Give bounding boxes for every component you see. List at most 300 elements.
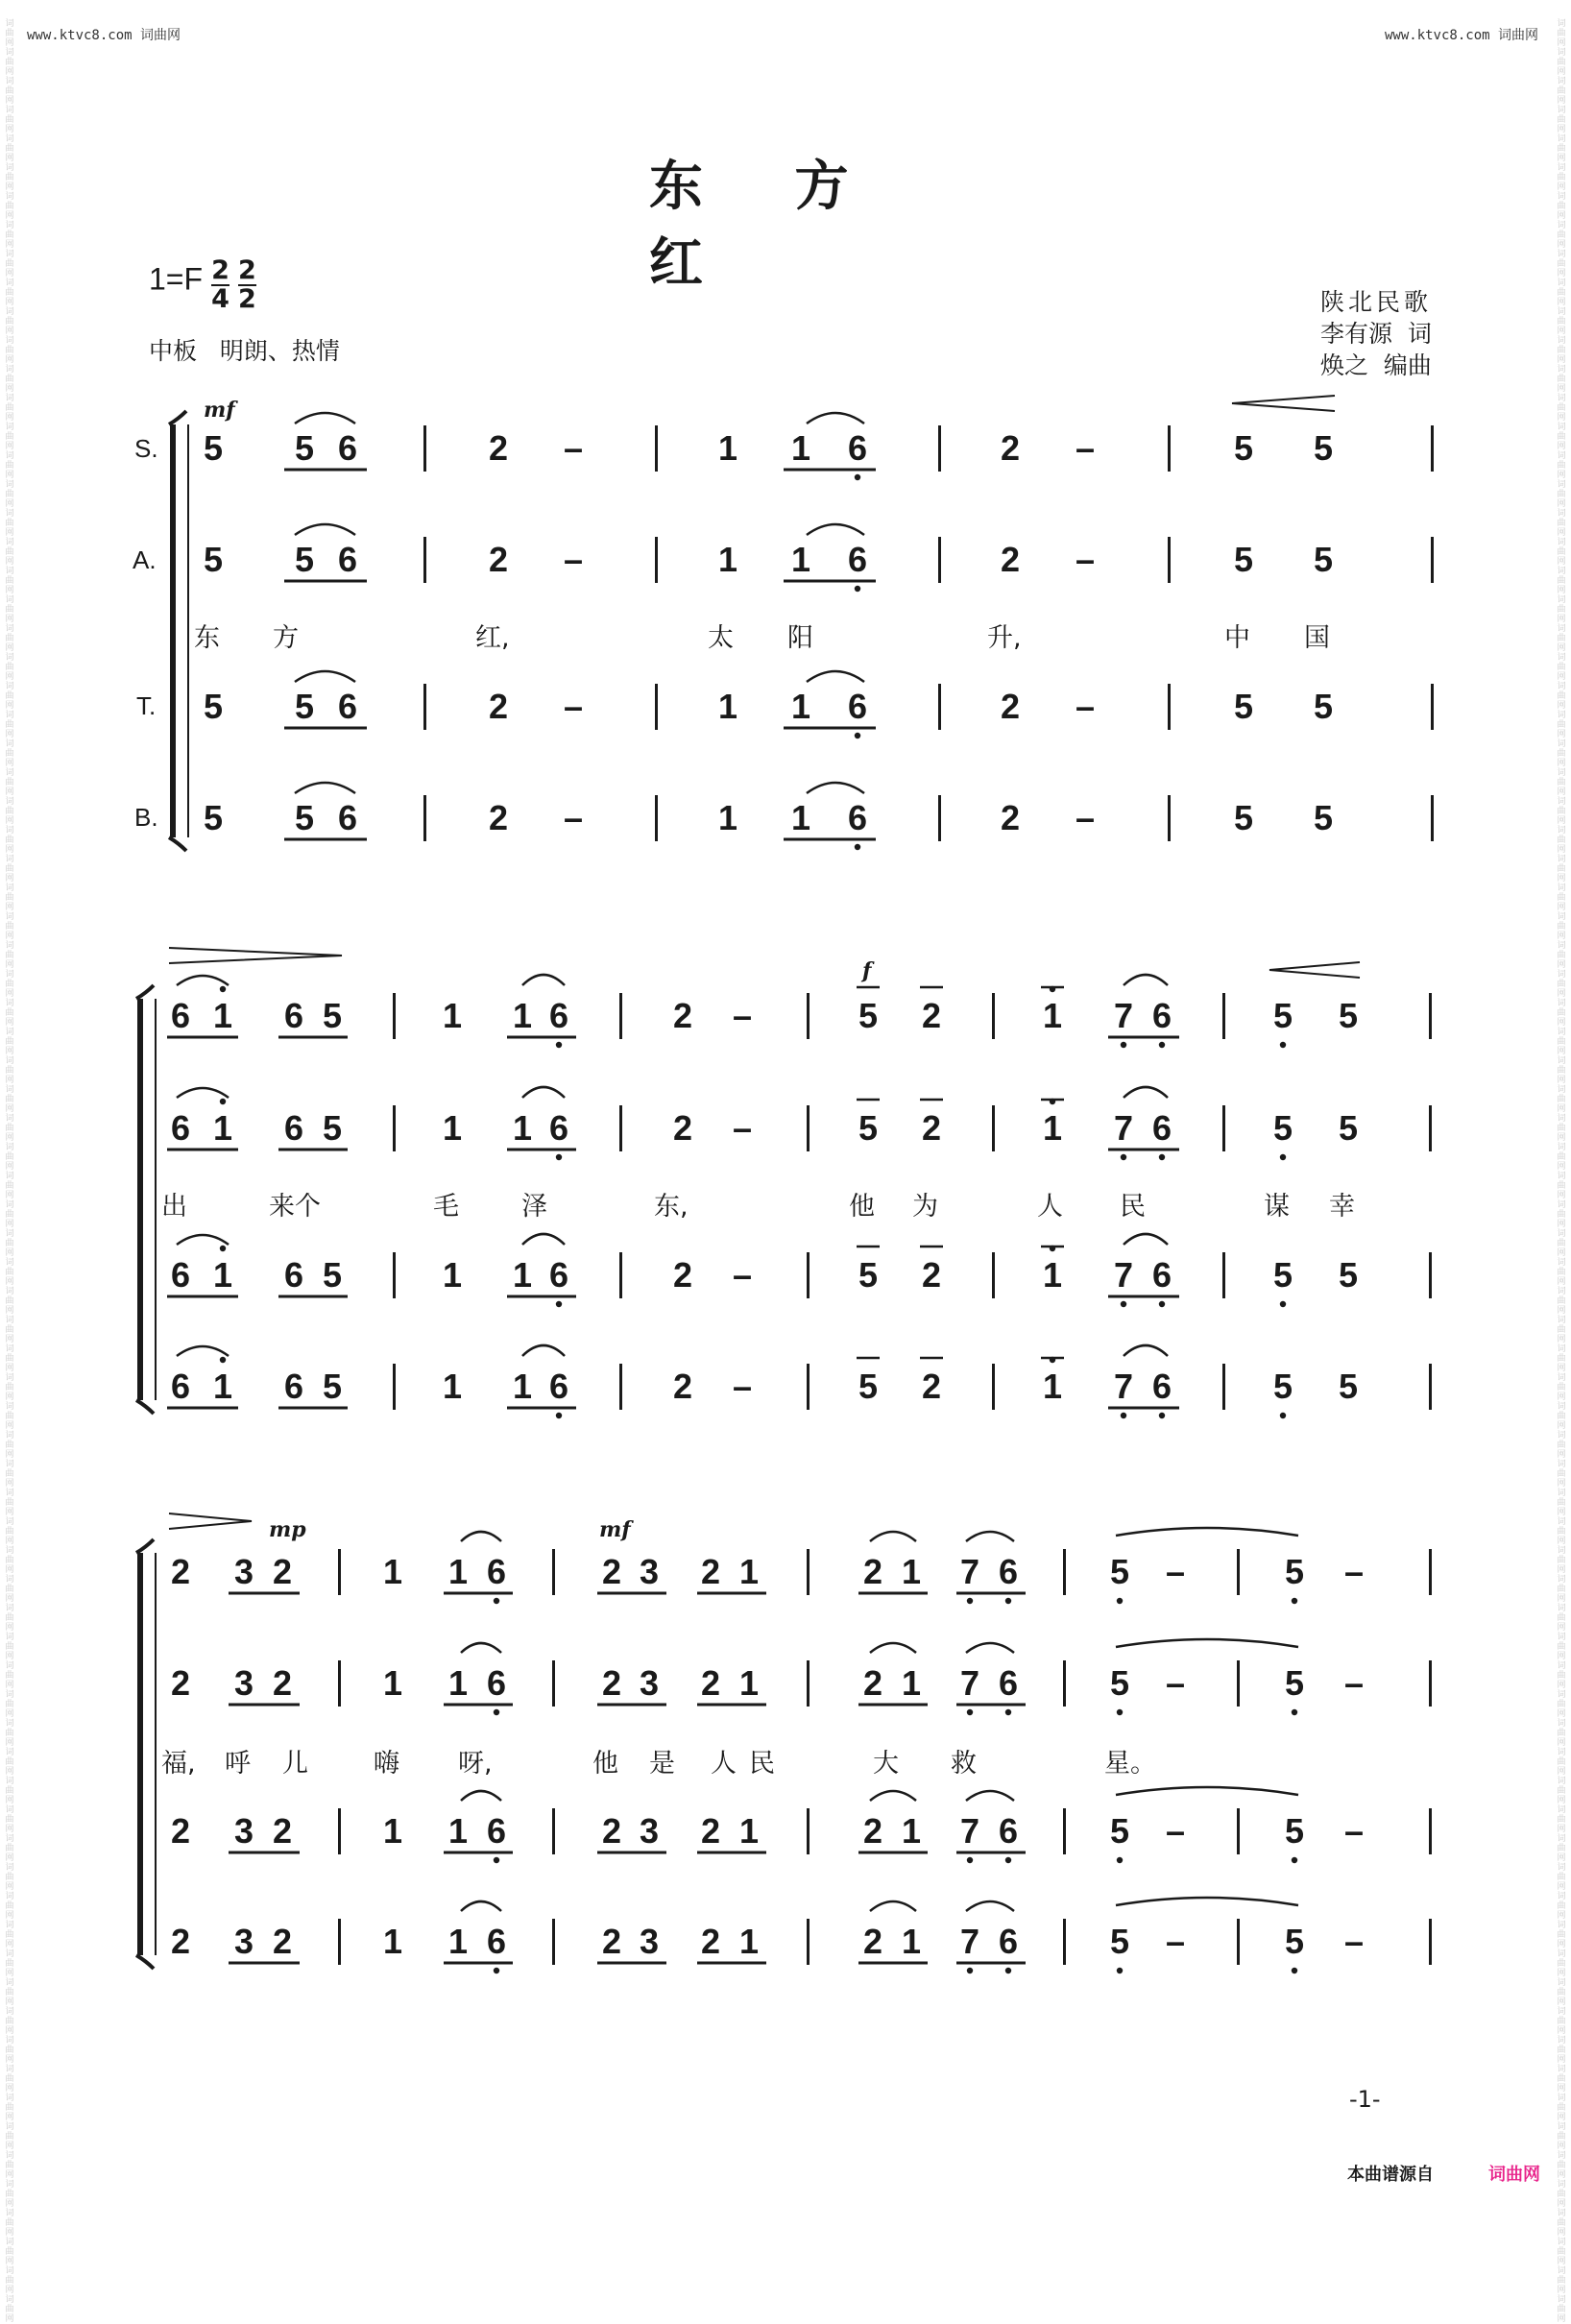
note: 1 bbox=[1042, 996, 1063, 1035]
slur bbox=[177, 1346, 229, 1356]
lyric-syllable: 救 bbox=[951, 1749, 977, 1779]
note: 2 bbox=[272, 1811, 293, 1851]
note: 1 bbox=[382, 1811, 403, 1851]
note: 5 bbox=[1233, 687, 1254, 726]
note: 5 bbox=[1284, 1552, 1305, 1591]
rest-dash: – bbox=[732, 996, 753, 1035]
note: 5 bbox=[1338, 1108, 1359, 1148]
slur bbox=[870, 1532, 916, 1541]
note: 5 bbox=[1233, 428, 1254, 468]
rest-dash: – bbox=[1075, 540, 1096, 579]
octave-dot bbox=[494, 1857, 499, 1863]
slur bbox=[807, 783, 864, 793]
octave-dot bbox=[1280, 1154, 1286, 1160]
slur bbox=[966, 1643, 1014, 1653]
lyric-syllable: 为 bbox=[912, 1192, 938, 1222]
note: 6 bbox=[170, 1367, 191, 1406]
note: 6 bbox=[1151, 1255, 1172, 1295]
note: 3 bbox=[639, 1811, 660, 1851]
system-bracket-bottom bbox=[169, 837, 186, 851]
note: 5 bbox=[1109, 1811, 1130, 1851]
lyric-syllable: 出 bbox=[161, 1192, 187, 1222]
header-right-url[interactable]: www.ktvc8.com 词曲网 bbox=[1384, 28, 1538, 43]
slur bbox=[807, 671, 864, 682]
lyric-syllable: 大 bbox=[873, 1749, 899, 1779]
lyric-syllable: 嗨 bbox=[374, 1749, 399, 1779]
octave-dot-high bbox=[220, 986, 226, 992]
note: 2 bbox=[601, 1922, 622, 1961]
note: 2 bbox=[700, 1552, 721, 1591]
lyric-syllable: 红, bbox=[475, 623, 510, 653]
note: 6 bbox=[847, 687, 868, 726]
octave-dot bbox=[1121, 1042, 1126, 1048]
rest-dash: – bbox=[563, 428, 584, 468]
octave-dot bbox=[1005, 1857, 1011, 1863]
lyric-syllable: 谋 bbox=[1264, 1192, 1290, 1222]
system-bracket-top bbox=[136, 985, 154, 999]
rest-dash: – bbox=[732, 1108, 753, 1148]
note: 5 bbox=[1338, 1367, 1359, 1406]
dynamic-mf-2: mf bbox=[599, 1517, 631, 1542]
note: 2 bbox=[921, 996, 942, 1035]
note: 1 bbox=[901, 1552, 922, 1591]
note: 5 bbox=[858, 1255, 879, 1295]
octave-dot bbox=[967, 1598, 973, 1604]
note: 2 bbox=[921, 1367, 942, 1406]
note: 6 bbox=[847, 428, 868, 468]
rest-dash: – bbox=[1343, 1663, 1365, 1703]
dynamic-mp: mp bbox=[269, 1517, 306, 1542]
note: 2 bbox=[170, 1811, 191, 1851]
slur bbox=[522, 1345, 565, 1356]
note: 2 bbox=[672, 996, 693, 1035]
note: 6 bbox=[337, 428, 358, 468]
note: 5 bbox=[203, 540, 224, 579]
note: 3 bbox=[639, 1922, 660, 1961]
note: 1 bbox=[717, 428, 738, 468]
note: 2 bbox=[488, 798, 509, 837]
rest-dash: – bbox=[563, 687, 584, 726]
crescendo-hairpin bbox=[1232, 396, 1335, 411]
slur bbox=[870, 1791, 916, 1801]
note: 5 bbox=[1272, 1255, 1293, 1295]
rest-dash: – bbox=[732, 1367, 753, 1406]
lyric-syllable: 阳 bbox=[787, 623, 813, 653]
octave-dot bbox=[1121, 1154, 1126, 1160]
lyric-syllable: 毛 bbox=[433, 1192, 459, 1222]
note: 6 bbox=[170, 1255, 191, 1295]
note: 5 bbox=[322, 1367, 343, 1406]
decrescendo-hairpin bbox=[169, 948, 342, 963]
octave-dot bbox=[967, 1857, 973, 1863]
note: 5 bbox=[294, 687, 315, 726]
lyric-syllable: 来个 bbox=[269, 1192, 321, 1222]
note: 2 bbox=[488, 687, 509, 726]
note: 5 bbox=[1338, 1255, 1359, 1295]
note: 1 bbox=[512, 996, 533, 1035]
note: 2 bbox=[862, 1552, 883, 1591]
note: 7 bbox=[1113, 996, 1134, 1035]
key-label: 1=F bbox=[149, 261, 204, 297]
note: 2 bbox=[1000, 798, 1021, 837]
note: 5 bbox=[1272, 996, 1293, 1035]
slur bbox=[461, 1532, 501, 1541]
note: 5 bbox=[1272, 1108, 1293, 1148]
octave-dot bbox=[494, 1598, 499, 1604]
note: 1 bbox=[1042, 1367, 1063, 1406]
right-watermark-strip: 词曲网词曲网词曲网词曲网词曲网词曲网词曲网词曲网词曲网词曲网词曲网词曲网词曲网词曲网词曲网词曲网词曲网词曲网词曲网词曲网词曲网词曲网词曲网词曲网词曲网词曲网词曲网词曲网词曲网词曲网词曲网词曲网词曲网词曲网词曲网词曲网词曲网词曲网词曲网词曲网词曲网词曲网词曲网词曲网词曲网词曲网词曲网词曲网词曲网词曲网词曲网词曲网词曲网词曲网词曲网词曲网词曲网词曲网词曲网词曲网词曲网词曲网词曲网词曲网词曲网词曲网词曲网词曲网词曲网词曲网词曲网词曲网词曲网词曲网词曲网词曲网词曲网词曲网词曲网词曲网 bbox=[1557, 19, 1566, 2324]
note: 1 bbox=[447, 1922, 469, 1961]
note: 5 bbox=[1284, 1922, 1305, 1961]
note: 7 bbox=[1113, 1108, 1134, 1148]
slur bbox=[1116, 1528, 1298, 1536]
lyric-syllable: 他 bbox=[592, 1749, 618, 1779]
slur bbox=[1124, 1234, 1168, 1245]
rest-dash: – bbox=[1165, 1663, 1186, 1703]
note: 6 bbox=[486, 1811, 507, 1851]
system-bracket-bottom bbox=[136, 1400, 154, 1414]
octave-dot bbox=[1292, 1709, 1297, 1715]
octave-dot bbox=[1117, 1598, 1123, 1604]
note: 6 bbox=[283, 1108, 304, 1148]
note: 5 bbox=[322, 1255, 343, 1295]
note: 5 bbox=[203, 798, 224, 837]
slur bbox=[1116, 1639, 1298, 1647]
score-title: 东 方 红 bbox=[649, 156, 885, 295]
slur bbox=[1116, 1787, 1298, 1795]
slur bbox=[295, 524, 355, 535]
note: 2 bbox=[1000, 687, 1021, 726]
octave-dot bbox=[1117, 1857, 1123, 1863]
note: 6 bbox=[486, 1922, 507, 1961]
slur bbox=[807, 524, 864, 535]
lyric-syllable: 他 bbox=[849, 1192, 875, 1222]
note: 1 bbox=[512, 1108, 533, 1148]
lyric-syllable: 民 bbox=[1120, 1192, 1146, 1222]
note: 5 bbox=[1313, 687, 1334, 726]
note: 1 bbox=[717, 540, 738, 579]
slur bbox=[295, 783, 355, 793]
note: 1 bbox=[901, 1811, 922, 1851]
note: 2 bbox=[672, 1367, 693, 1406]
note: 6 bbox=[486, 1663, 507, 1703]
tempo-marking: 中板 明朗、热情 bbox=[149, 337, 340, 365]
lyric-syllable: 泽 bbox=[521, 1192, 547, 1222]
note: 6 bbox=[486, 1552, 507, 1591]
note: 5 bbox=[1284, 1811, 1305, 1851]
note: 2 bbox=[862, 1922, 883, 1961]
slur bbox=[461, 1901, 501, 1911]
lyric-syllable: 升, bbox=[987, 623, 1022, 653]
note: 2 bbox=[272, 1922, 293, 1961]
note: 6 bbox=[337, 540, 358, 579]
note: 2 bbox=[700, 1922, 721, 1961]
slur bbox=[966, 1791, 1014, 1801]
note: 1 bbox=[382, 1552, 403, 1591]
note: 5 bbox=[1109, 1922, 1130, 1961]
note: 5 bbox=[1313, 540, 1334, 579]
note: 5 bbox=[1284, 1663, 1305, 1703]
note: 2 bbox=[1000, 540, 1021, 579]
note: 2 bbox=[700, 1811, 721, 1851]
rest-dash: – bbox=[1343, 1552, 1365, 1591]
note: 1 bbox=[790, 428, 811, 468]
note: 3 bbox=[639, 1663, 660, 1703]
note: 5 bbox=[322, 996, 343, 1035]
slur bbox=[177, 1235, 229, 1245]
note: 7 bbox=[959, 1552, 980, 1591]
octave-dot bbox=[855, 586, 860, 592]
rest-dash: – bbox=[563, 540, 584, 579]
note: 6 bbox=[998, 1663, 1019, 1703]
note: 5 bbox=[1233, 540, 1254, 579]
octave-dot bbox=[1280, 1413, 1286, 1418]
lyric-syllable: 国 bbox=[1304, 623, 1330, 653]
note: 2 bbox=[672, 1108, 693, 1148]
footer-site-link[interactable]: 词曲网 bbox=[1488, 2165, 1540, 2185]
note: 6 bbox=[548, 1367, 569, 1406]
slur bbox=[870, 1643, 916, 1653]
slur bbox=[177, 1088, 229, 1098]
credit-lyricist: 李有源 词 bbox=[1320, 320, 1432, 348]
note: 1 bbox=[790, 540, 811, 579]
octave-dot-high bbox=[220, 1357, 226, 1363]
note: 5 bbox=[322, 1108, 343, 1148]
note: 1 bbox=[512, 1367, 533, 1406]
slur bbox=[1124, 1345, 1168, 1356]
note: 7 bbox=[1113, 1255, 1134, 1295]
octave-dot bbox=[1005, 1709, 1011, 1715]
octave-dot bbox=[967, 1709, 973, 1715]
note: 1 bbox=[447, 1663, 469, 1703]
lyric-syllable: 儿 bbox=[282, 1749, 308, 1779]
octave-dot bbox=[1292, 1968, 1297, 1973]
note: 1 bbox=[901, 1663, 922, 1703]
note: 2 bbox=[488, 540, 509, 579]
octave-dot-high bbox=[220, 1246, 226, 1251]
note: 6 bbox=[998, 1552, 1019, 1591]
system-bracket-top bbox=[169, 411, 186, 424]
slur bbox=[461, 1791, 501, 1801]
note: 1 bbox=[447, 1552, 469, 1591]
octave-dot bbox=[494, 1968, 499, 1973]
octave-dot bbox=[1280, 1042, 1286, 1048]
note: 2 bbox=[601, 1552, 622, 1591]
dynamic-mf-1: mf bbox=[204, 398, 235, 423]
slur bbox=[295, 413, 355, 424]
note: 5 bbox=[1313, 798, 1334, 837]
note: 6 bbox=[283, 1255, 304, 1295]
note: 6 bbox=[998, 1811, 1019, 1851]
part-label-tenor: T. bbox=[136, 691, 157, 720]
note: 1 bbox=[717, 687, 738, 726]
octave-dot bbox=[1121, 1301, 1126, 1307]
octave-dot-high bbox=[220, 1099, 226, 1104]
note: 2 bbox=[672, 1255, 693, 1295]
note: 6 bbox=[1151, 1108, 1172, 1148]
rest-dash: – bbox=[732, 1255, 753, 1295]
note: 1 bbox=[717, 798, 738, 837]
system-bracket-top bbox=[136, 1539, 154, 1553]
octave-dot bbox=[494, 1709, 499, 1715]
note: 2 bbox=[170, 1552, 191, 1591]
note: 6 bbox=[847, 540, 868, 579]
note: 6 bbox=[170, 996, 191, 1035]
lyric-syllable: 是 bbox=[649, 1749, 675, 1779]
rest-dash: – bbox=[1165, 1552, 1186, 1591]
part-label-bass: B. bbox=[134, 803, 158, 832]
slur bbox=[461, 1643, 501, 1653]
note: 3 bbox=[233, 1663, 254, 1703]
note: 6 bbox=[337, 687, 358, 726]
note: 1 bbox=[442, 996, 463, 1035]
time-signature-2: $\frac{2}{2}$ bbox=[238, 255, 256, 314]
slur bbox=[177, 976, 229, 985]
octave-dot bbox=[1280, 1301, 1286, 1307]
octave-dot bbox=[1117, 1709, 1123, 1715]
note: 2 bbox=[700, 1663, 721, 1703]
footer-source-label: 本曲谱源自 bbox=[1347, 2165, 1434, 2185]
note: 1 bbox=[212, 1255, 233, 1295]
slur bbox=[522, 1087, 565, 1098]
lyric-syllable: 星。 bbox=[1104, 1749, 1156, 1779]
note: 2 bbox=[921, 1108, 942, 1148]
system-bracket-bottom bbox=[136, 1955, 154, 1969]
part-label-soprano: S. bbox=[134, 434, 158, 463]
note: 5 bbox=[203, 428, 224, 468]
note: 5 bbox=[858, 1367, 879, 1406]
note: 1 bbox=[1042, 1108, 1063, 1148]
page-number: -1- bbox=[1349, 2086, 1381, 2113]
slur bbox=[1124, 1087, 1168, 1098]
rest-dash: – bbox=[563, 798, 584, 837]
note: 1 bbox=[1042, 1255, 1063, 1295]
rest-dash: – bbox=[1343, 1922, 1365, 1961]
lyric-syllable: 东 bbox=[194, 623, 220, 653]
note: 5 bbox=[1109, 1552, 1130, 1591]
note: 6 bbox=[548, 1255, 569, 1295]
note: 3 bbox=[233, 1811, 254, 1851]
slur bbox=[966, 1901, 1014, 1911]
note: 1 bbox=[738, 1811, 760, 1851]
octave-dot bbox=[556, 1154, 562, 1160]
note: 2 bbox=[601, 1811, 622, 1851]
note: 6 bbox=[337, 798, 358, 837]
octave-dot bbox=[1005, 1968, 1011, 1973]
note: 3 bbox=[233, 1552, 254, 1591]
note: 5 bbox=[1338, 996, 1359, 1035]
octave-dot bbox=[1117, 1968, 1123, 1973]
note: 2 bbox=[862, 1811, 883, 1851]
lyric-syllable: 福, bbox=[161, 1749, 196, 1779]
note: 2 bbox=[170, 1663, 191, 1703]
note: 6 bbox=[548, 1108, 569, 1148]
note: 1 bbox=[738, 1663, 760, 1703]
note: 5 bbox=[294, 798, 315, 837]
note: 6 bbox=[283, 996, 304, 1035]
note: 7 bbox=[959, 1811, 980, 1851]
lyric-syllable: 人 bbox=[1037, 1192, 1063, 1222]
note: 2 bbox=[488, 428, 509, 468]
note: 6 bbox=[1151, 996, 1172, 1035]
note: 5 bbox=[1233, 798, 1254, 837]
decrescendo-hairpin bbox=[169, 1513, 252, 1529]
note: 1 bbox=[790, 687, 811, 726]
note: 1 bbox=[790, 798, 811, 837]
note: 1 bbox=[442, 1255, 463, 1295]
slur bbox=[807, 413, 864, 424]
note: 2 bbox=[601, 1663, 622, 1703]
note: 2 bbox=[272, 1552, 293, 1591]
note: 5 bbox=[294, 428, 315, 468]
note: 5 bbox=[294, 540, 315, 579]
note: 5 bbox=[1109, 1663, 1130, 1703]
crescendo-hairpin bbox=[1269, 962, 1360, 978]
dynamic-f: f bbox=[862, 958, 872, 983]
octave-dot bbox=[1159, 1413, 1165, 1418]
rest-dash: – bbox=[1343, 1811, 1365, 1851]
credit-source: 陕北民歌 bbox=[1320, 288, 1433, 316]
octave-dot bbox=[855, 844, 860, 850]
note: 1 bbox=[382, 1922, 403, 1961]
rest-dash: – bbox=[1075, 428, 1096, 468]
octave-dot bbox=[1005, 1598, 1011, 1604]
lyric-syllable: 东, bbox=[654, 1192, 689, 1222]
rest-dash: – bbox=[1165, 1922, 1186, 1961]
note: 6 bbox=[998, 1922, 1019, 1961]
slur bbox=[522, 1234, 565, 1245]
octave-dot bbox=[1159, 1042, 1165, 1048]
note: 2 bbox=[862, 1663, 883, 1703]
note: 1 bbox=[738, 1922, 760, 1961]
slur bbox=[295, 671, 355, 682]
note: 6 bbox=[170, 1108, 191, 1148]
lyric-syllable: 太 bbox=[708, 623, 734, 653]
octave-dot bbox=[1159, 1301, 1165, 1307]
note: 7 bbox=[959, 1922, 980, 1961]
rest-dash: – bbox=[1165, 1811, 1186, 1851]
lyric-syllable: 人 bbox=[711, 1749, 737, 1779]
header-left-url[interactable]: www.ktvc8.com 词曲网 bbox=[27, 28, 181, 43]
slur bbox=[870, 1901, 916, 1911]
rest-dash: – bbox=[1075, 687, 1096, 726]
octave-dot bbox=[967, 1968, 973, 1973]
octave-dot bbox=[556, 1301, 562, 1307]
note: 5 bbox=[203, 687, 224, 726]
note: 1 bbox=[512, 1255, 533, 1295]
slur bbox=[1116, 1898, 1298, 1905]
note: 2 bbox=[272, 1663, 293, 1703]
note: 1 bbox=[442, 1367, 463, 1406]
lyric-syllable: 幸 bbox=[1329, 1192, 1355, 1222]
slur bbox=[522, 975, 565, 985]
note: 1 bbox=[212, 996, 233, 1035]
lyric-syllable: 中 bbox=[1224, 623, 1250, 653]
note: 5 bbox=[858, 996, 879, 1035]
octave-dot bbox=[855, 733, 860, 738]
note: 6 bbox=[847, 798, 868, 837]
note: 1 bbox=[901, 1922, 922, 1961]
note: 6 bbox=[1151, 1367, 1172, 1406]
credit-arranger: 焕之 编曲 bbox=[1320, 351, 1432, 379]
note: 5 bbox=[1313, 428, 1334, 468]
octave-dot bbox=[1159, 1154, 1165, 1160]
note: 5 bbox=[858, 1108, 879, 1148]
note: 2 bbox=[1000, 428, 1021, 468]
slur bbox=[1124, 975, 1168, 985]
note: 7 bbox=[1113, 1367, 1134, 1406]
lyric-syllable: 呼 bbox=[225, 1749, 251, 1779]
